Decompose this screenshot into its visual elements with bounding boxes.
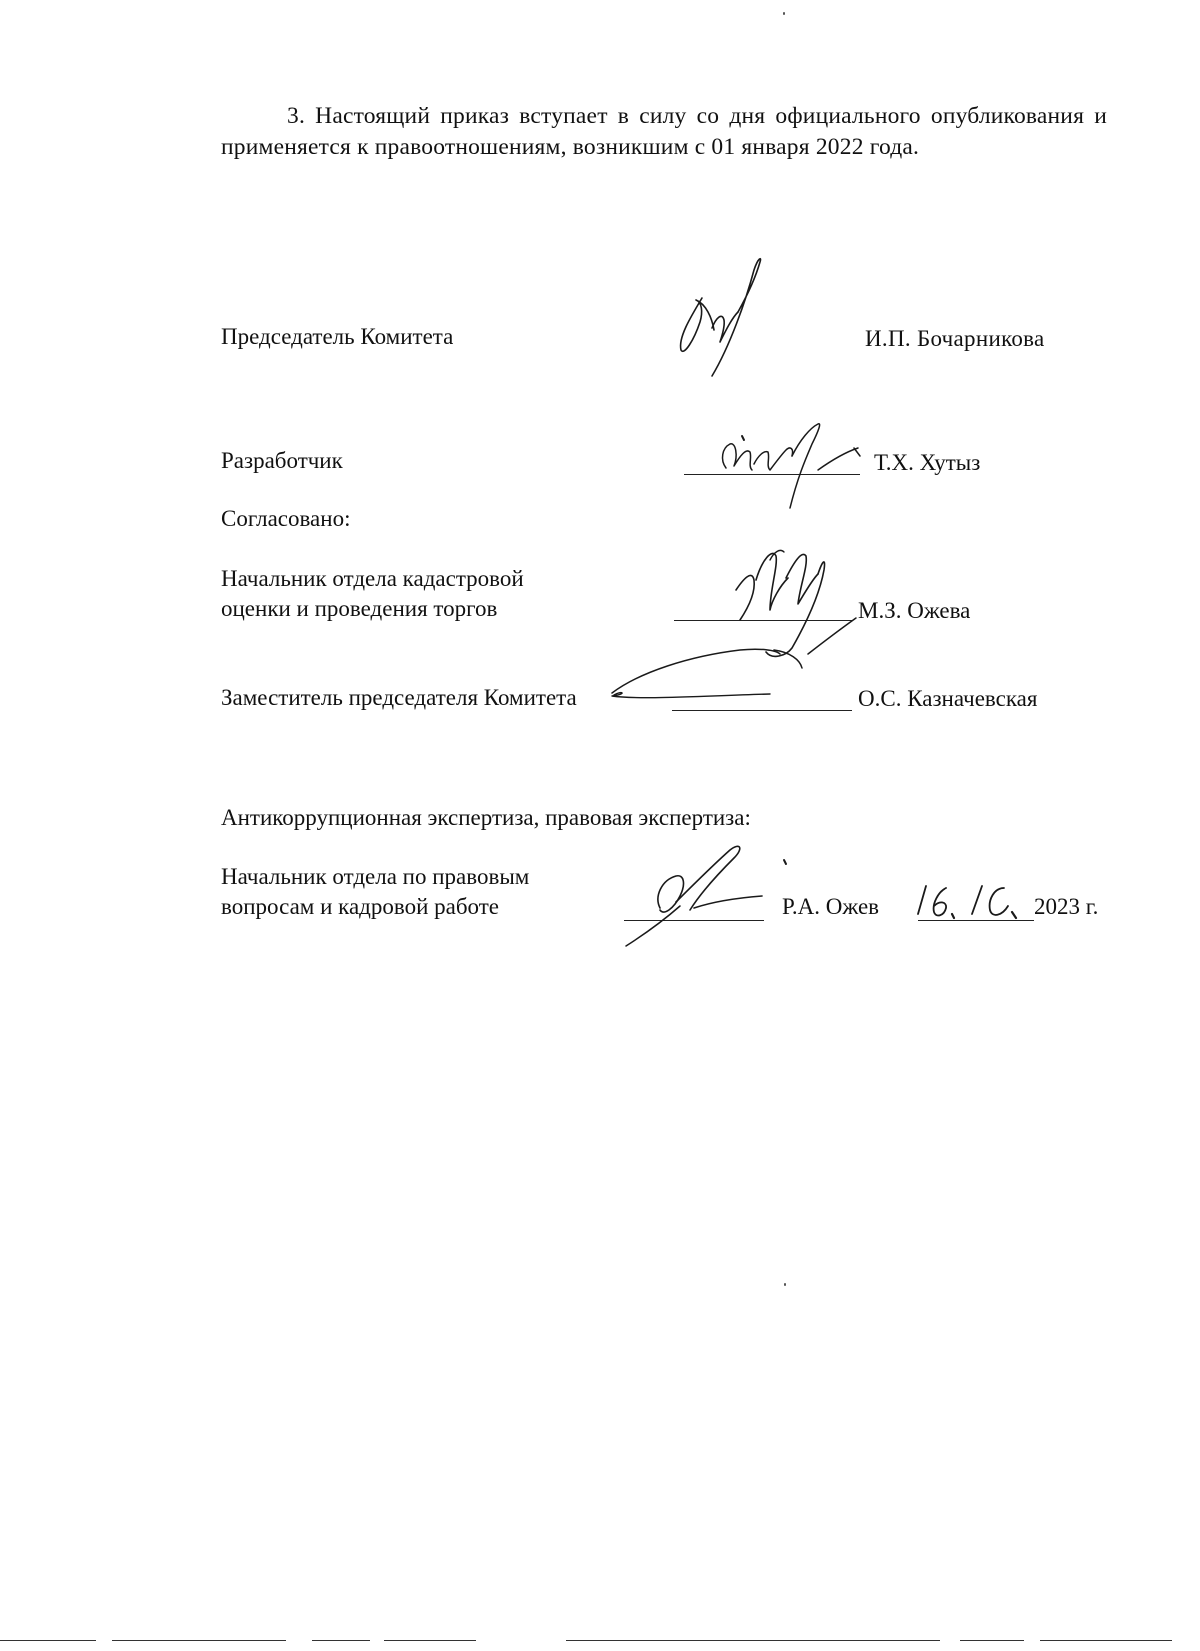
head-legal-title-line2: вопросам и кадровой работе (221, 894, 500, 919)
head-cadastral-title-line2: оценки и проведения торгов (221, 596, 498, 621)
chairman-title: Председатель Комитета (221, 324, 454, 349)
scan-footer-line (112, 1640, 286, 1641)
deputy-chairman-name: О.С. Казначевская (858, 686, 1038, 711)
head-cadastral-name: М.З. Ожева (858, 598, 971, 623)
agreed-label: Согласовано: (221, 506, 351, 531)
scan-footer-line (0, 1640, 96, 1641)
head-cadastral-title-line1: Начальник отдела кадастровой (221, 566, 524, 591)
order-paragraph-text: 3. Настоящий приказ вступает в силу со дня официального опубликования и применяется к правоотношениям, возникшим с 01 января 2022 года. (221, 103, 1107, 160)
expertise-heading: Антикоррупционная экспертиза, правовая экспертиза: (221, 805, 751, 830)
scan-footer-line (566, 1640, 940, 1641)
chairman-name: И.П. Бочарникова (865, 326, 1045, 351)
developer-title: Разработчик (221, 448, 343, 473)
head-legal-handwritten-date (918, 886, 1016, 918)
head-cadastral-signature (736, 550, 856, 668)
head-legal-signature (626, 846, 786, 946)
scan-footer-line (960, 1640, 1024, 1641)
scan-speck (784, 1283, 786, 1286)
deputy-chairman-signature (612, 649, 780, 697)
scan-speck (783, 12, 785, 15)
head-legal-title-line1: Начальник отдела по правовым (221, 864, 530, 889)
head-legal-name: Р.А. Ожев (782, 894, 880, 919)
developer-signature (723, 424, 860, 508)
scan-footer-line (384, 1640, 476, 1641)
scan-footer-line (312, 1640, 370, 1641)
developer-name: Т.Х. Хутыз (874, 450, 981, 475)
chairman-signature (681, 259, 761, 376)
scan-footer-line (1040, 1640, 1172, 1641)
deputy-chairman-title: Заместитель председателя Комитета (221, 685, 577, 710)
head-legal-year: 2023 г. (1034, 894, 1099, 919)
